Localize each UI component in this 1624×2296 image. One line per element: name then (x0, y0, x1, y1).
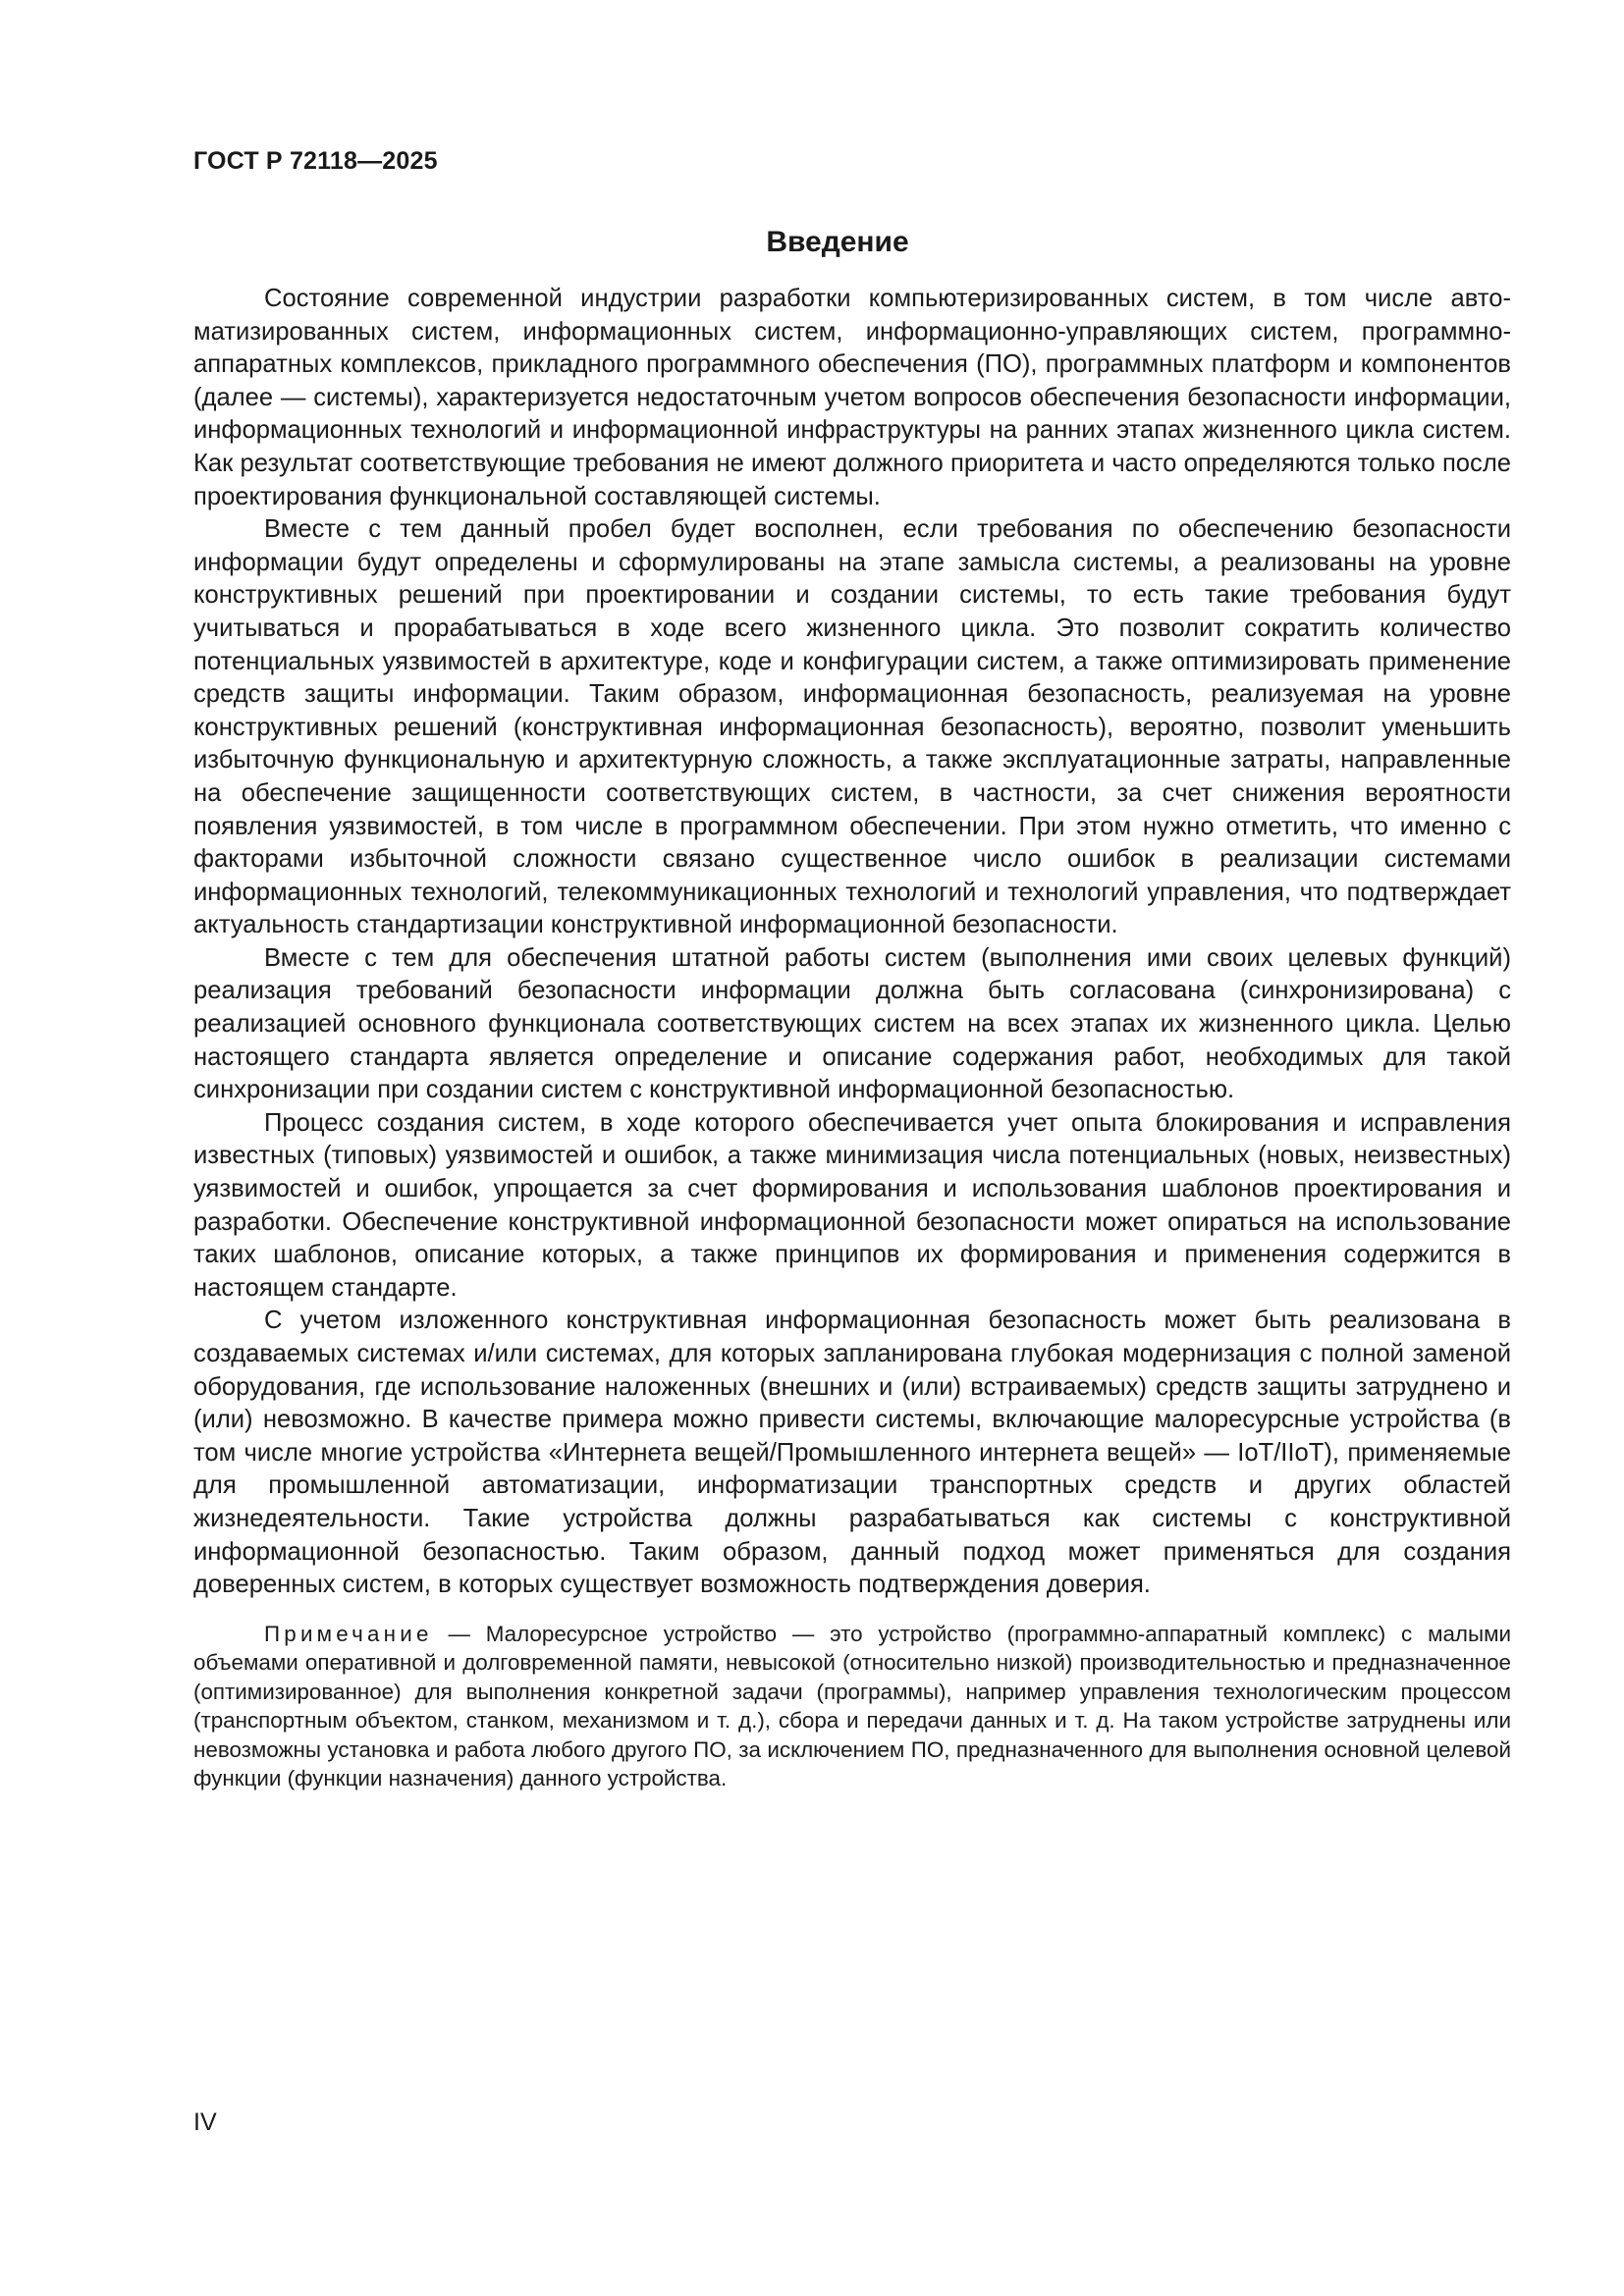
note (193, 1620, 1511, 1793)
section-title: Введение (766, 226, 909, 258)
paragraph-4: Процесс создания систем, в ходе которого обеспечивается учет опыта блокирования и исправления известных (типовых) уязвимостей и ошибок, а также минимизация числа потенциальных (новых, неизвестных) уязвимостей и ошибок, упрощается за счет формирования и использования шаблонов проектирования и разработки. Обеспечение конструктивной информационной безопасности может опираться на использование таких шаблонов, описание которых, а также принципов их формирования и применения содержится в настоящем стандарте. (193, 1108, 1511, 1302)
paragraph-2: Вместе с тем данный пробел будет восполнен, если требования по обеспечению безопасности информации будут определены и сформулированы на этапе замысла системы, а реализованы на уровне конструктивных решений при проектировании и создании системы, то есть такие требования будут учитываться и прорабатываться в ходе всего жизненного цикла. Это позволит сократить количество потенциальных уязвимостей в архитектуре, коде и конфигурации систем, а также оптимизировать применение средств защиты информации. Таким образом, информационная безопасность, реализуемая на уровне конструктивных решений (конструктивная информационная безопасность), вероятно, позволит уменьшить избыточную функциональную и архитектурную сложность, а также эксплуатационные затраты, направленные на обеспечение защищенности соответствующих систем, в частности, за счет снижения вероятности появления уязвимостей, в том числе в программном обеспечении. При этом нужно отметить, что именно с факторами избыточной сложности связано существенное число ошибок в реализации системами информационных технологий, телекоммуникационных технологий и технологий управления, что подтверждает актуальность стандартизации конструктивной информационной безопасности. (193, 515, 1511, 939)
page-number: IV (193, 2109, 217, 2136)
note-text: — Малоресурсное устройство — это устройство (программно-аппаратный комплекс) с малыми объемами оперативной и долговременной памяти, невысокой (относительно низкой) производительностью и предназначенное (оптимизированное) для выполнения конкретной задачи (программы), например управления технологическим процессом (транспортным объектом, станком, механизмом и т. д.), сбора и передачи данных и т. д. На таком устройстве затруднены или невозможны установка и работа любого другого ПО, за исключением ПО, предназначенного для выполнения основной целевой функции (функции назначения) данного устройства. (193, 1621, 1511, 1791)
paragraph-1: Состояние современной индустрии разработки компьютеризированных систем, в том числе автоматизированных систем, информационных систем, информационно-управляющих систем, программно-аппаратных комплексов, прикладного программного обеспечения (ПО), программных платформ и компонентов (далее — системы), характеризуется недостаточным учетом вопросов обеспечения безопасности информации, информационных технологий и информационной инфраструктуры на ранних этапах жизненного цикла систем. Как результат соответствующие требования не имеют должного приоритета и часто определяются только после проектирования функциональной составляющей системы. (193, 285, 1511, 510)
body-text (193, 283, 1511, 1793)
note-label: Примечание (264, 1621, 433, 1646)
paragraph-5: С учетом изложенного конструктивная информационная безопасность может быть реализована в создаваемых системах и/или системах, для которых запланирована глубокая модернизация с полной заменой оборудования, где использование наложенных (внешних и (или) встраиваемых) средств защиты затруднено и (или) невозможно. В качестве примера можно привести системы, включающие малоресурсные устройства (в том числе многие устройства «Интернета вещей/Промышленного интернета вещей» — IoT/IIoT), применяемые для промышленной автоматизации, информатизации транспортных средств и других областей жизнедеятельности. Такие устройства должны разрабатываться как системы с конструктивной информационной безопасностью. Таким образом, данный подход может применяться для создания доверенных систем, в которых существует возможность подтверждения доверия. (193, 1307, 1511, 1599)
paragraph-3: Вместе с тем для обеспечения штатной работы систем (выполнения ими своих целевых функций) реализация требований безопасности информации должна быть согласована (синхронизирована) с реализацией основного функционала соответствующих систем на всех этапах их жизненного цикла. Целью настоящего стандарта является определение и описание содержания работ, необходимых для такой синхронизации при создании систем с конструктивной информационной безопасностью. (193, 943, 1511, 1104)
standard-code: ГОСТ Р 72118—2025 (193, 147, 438, 175)
